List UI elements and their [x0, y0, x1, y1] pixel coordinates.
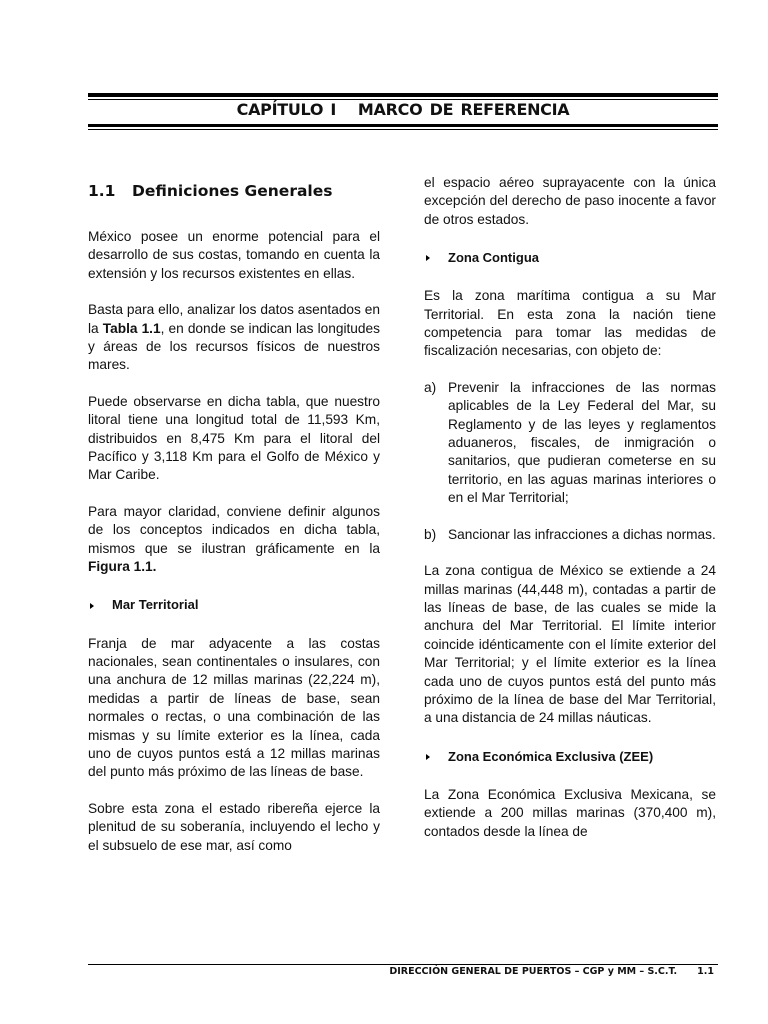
subheading-mar-territorial: Mar Territorial [88, 597, 380, 615]
header-rule-top [88, 93, 718, 97]
page-number: 1.1 [697, 966, 714, 977]
paragraph: México posee un enorme potencial para el desarrollo de sus costas, tomando en cuenta la extensión y los recursos existentes en ellas. [88, 229, 380, 281]
footer-rule [88, 964, 718, 965]
paragraph: el espacio aéreo suprayacente con la única excepción del derecho de paso inocente a favor de otros estados. [424, 175, 716, 227]
paragraph: La Zona Económica Exclusiva Mexicana, se extiende a 200 millas marinas (370,400 m), contados desde la línea de [424, 786, 716, 839]
list-label: a) [424, 379, 437, 395]
table-reference: Tabla 1.1 [102, 320, 161, 336]
paragraph: Sobre esta zona el estado ribereña ejerce la plenitud de su soberanía, incluyendo el lecho y el subsuelo de ese mar, así como [88, 800, 380, 853]
list-text: Prevenir la infracciones de las normas aplicables de la Ley Federal del Mar, su Reglamento y de las leyes y reglamentos aduaneros, fiscales, de inmigración o sanitarios, que pudieran cometerse en su territorio, en las aguas marinas interiores o en el Mar Territorial; [448, 379, 716, 506]
section-heading [88, 182, 380, 206]
paragraph: Franja de mar adyacente a las costas nacionales, sean continentales o insulares, con una anchura de 12 millas marinas (22,224 m), medidas a partir de líneas de base, sean normales o rectas, o una combinación de las mismas y su límite exterior es la línea, cada uno de cuyos puntos está a 12 millas marinas del punto más próximo de las líneas de base. [88, 635, 380, 780]
header-rule-bottom-thin [88, 129, 718, 130]
paragraph: La zona contigua de México se extiende a 24 millas marinas (44,448 m), contadas a partir de las líneas de base, de las cuales se mide la anchura del Mar Territorial. El límite interior coincide idénticamente con el límite exterior del Mar Territorial; y el límite exterior es la línea cada uno de cuyos puntos está del punto más próximo de la línea de base del Mar Territorial, a una distancia de 24 millas náuticas. [424, 563, 716, 726]
left-column [88, 176, 380, 855]
figure-reference: Figura 1.1. [88, 559, 157, 575]
bullet-arrow-icon [90, 603, 94, 609]
paragraph: Puede observarse en dicha tabla, que nuestro litoral tiene una longitud total de 11,593 Km, distribuidos en 8,475 Km para el litoral del Pacífico y 3,118 Km para el Golfo de México y Mar Caribe. [88, 393, 380, 483]
page-footer [389, 966, 714, 977]
list-text: Sancionar las infracciones a dichas normas. [448, 526, 716, 542]
section-title: Definiciones Generales [132, 182, 333, 200]
footer-text: DIRECCIÓN GENERAL DE PUERTOS – CGP y MM – S.C.T. [389, 966, 678, 977]
section-number: 1.1 [88, 182, 116, 200]
paragraph: Para mayor claridad, conviene definir algunos de los conceptos indicados en dicha tabla, mismos que se ilustran gráficamente en la Figura 1.1. [88, 503, 380, 575]
bullet-arrow-icon [426, 754, 430, 760]
chapter-title: CAPÍTULO I MARCO DE REFERENCIA [236, 100, 570, 119]
list-item [424, 379, 716, 508]
subheading-zee: Zona Económica Exclusiva (ZEE) [424, 748, 716, 766]
subheading-zona-contigua: Zona Contigua [424, 249, 716, 267]
list-label: b) [424, 526, 437, 542]
paragraph: Basta para ello, analizar los datos asentados en la Tabla 1.1, en donde se indican las longitudes y áreas de los recursos físicos de nuestros mares. [88, 302, 380, 373]
paragraph: Es la zona marítima contigua a su Mar Territorial. En esta zona la nación tiene competencia para tomar las medidas de fiscalización necesarias, con objeto de: [424, 288, 716, 359]
right-column [424, 174, 716, 841]
list-item [424, 526, 716, 544]
bullet-arrow-icon [426, 255, 430, 261]
header-rule-bottom [88, 124, 718, 127]
